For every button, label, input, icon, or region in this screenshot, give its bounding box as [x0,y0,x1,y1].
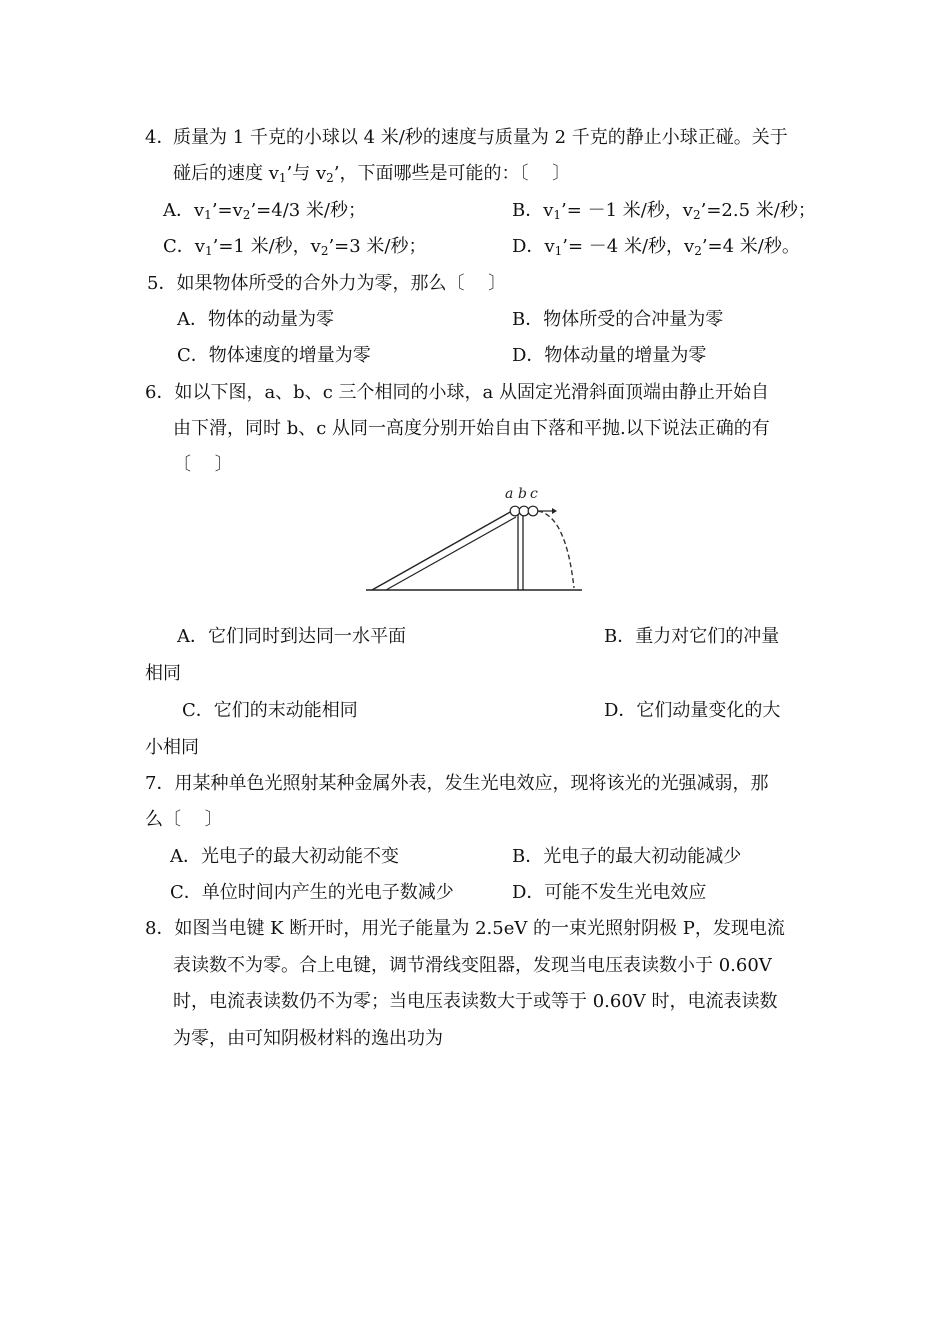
q4-stem-text-b: ’与 v [286,163,327,184]
q8-stem-line3: 时，电流表读数仍不为零；当电压表读数大于或等于 0.60V 时，电流表读数 [173,991,778,1012]
q5-option-d: D．物体动量的增量为零 [512,345,707,366]
option-text: ’=2.5 米/秒； [700,200,816,221]
option-label: A． [163,200,194,221]
q6-stem-line2: 由下滑，同时 b、c 从同一高度分别开始自由下落和平抛.以下说法正确的有 [173,418,770,439]
q4-option-d [512,235,800,259]
subscript: 2 [242,208,251,222]
q7-option-c: C．单位时间内产生的光电子数减少 [170,882,454,903]
q8-stem-line1: 8．如图当电键 K 断开时，用光子能量为 2.5eV 的一束光照射阴极 P，发现电流 [145,918,785,939]
option-text: ’= －4 米/秒，v [562,236,695,257]
q4-stem-text-a: 碰后的速度 v [173,163,279,184]
q5-option-b: B．物体所受的合冲量为零 [512,309,724,330]
subscript: 1 [204,208,212,222]
q6-option-c: C．它们的末动能相同 [182,700,358,721]
projectile-trajectory [538,511,574,588]
q5-stem: 5．如果物体所受的合外力为零，那么〔 〕 [147,273,507,294]
option-text: v [194,236,205,257]
q4-stem-line1: 质量为 1 千克的小球以 4 米/秒的速度与质量为 2 千克的静止小球正碰。关于 [173,127,788,148]
option-text: v [543,200,554,221]
ball-c [528,506,538,516]
q7-option-d: D．可能不发生光电效应 [512,882,707,903]
q4-option-a [163,199,366,223]
option-text: ’=v [211,200,243,221]
ball-b [519,506,529,516]
option-text: v [544,236,555,257]
arrow-head [552,508,557,514]
subscript: 2 [320,244,329,258]
subscript: 1 [553,208,562,222]
option-label: B． [512,200,544,221]
q5-option-c: C．物体速度的增量为零 [177,345,371,366]
q6-stem-line3: 〔 〕 [173,454,233,475]
q4-stem-line2 [173,162,570,186]
q7-option-b: B．光电子的最大初动能减少 [512,846,742,867]
q6-option-b: B．重力对它们的冲量 [604,626,780,647]
incline-underside [386,517,516,590]
q6-option-b-cont: 相同 [145,663,181,684]
label-b: b [518,486,527,502]
ball-a [510,506,520,516]
subscript: 1 [278,171,287,185]
q5-option-a: A．物体的动量为零 [177,309,334,330]
q7-stem-line1: 7．用某种单色光照射某种金属外表，发生光电效应，现将该光的光强减弱，那 [145,773,769,794]
option-text: ’=1 米/秒，v [212,236,321,257]
q8-stem-line4: 为零，由可知阴极材料的逸出功为 [173,1028,443,1049]
subscript: 2 [326,171,334,185]
q6-option-a: A．它们同时到达同一水平面 [177,626,406,647]
option-text: ’=4/3 米/秒； [250,200,366,221]
q8-stem-line2: 表读数不为零。合上电键，调节滑线变阻器，发现当电压表读数小于 0.60V [173,955,772,976]
q4-number: 4． [145,127,175,148]
subscript: 1 [554,244,563,258]
label-a: a [505,486,514,502]
q6-option-d: D．它们动量变化的大 [604,700,781,721]
option-text: ’= －1 米/秒，v [561,200,693,221]
option-label: D． [512,236,545,257]
label-c: c [530,486,538,502]
subscript: 2 [694,244,702,258]
q4-option-b [512,199,816,223]
option-text: ’=4 米/秒。 [701,236,800,257]
incline-diagram [360,478,590,598]
subscript: 2 [692,208,701,222]
option-label: C． [163,236,195,257]
incline-surface [372,511,512,590]
option-text: v [194,200,205,221]
q6-option-d-cont: 小相同 [145,737,199,758]
q7-option-a: A．光电子的最大初动能不变 [170,846,399,867]
q6-stem-line1: 6．如以下图，a、b、c 三个相同的小球，a 从固定光滑斜面顶端由静止开始自 [145,382,769,403]
option-text: ’=3 米/秒； [328,236,427,257]
subscript: 1 [204,244,213,258]
q7-stem-line2: 么〔 〕 [145,809,223,830]
q4-stem-text-c: ’，下面哪些是可能的：〔 〕 [333,163,571,184]
q4-option-c [163,235,427,259]
